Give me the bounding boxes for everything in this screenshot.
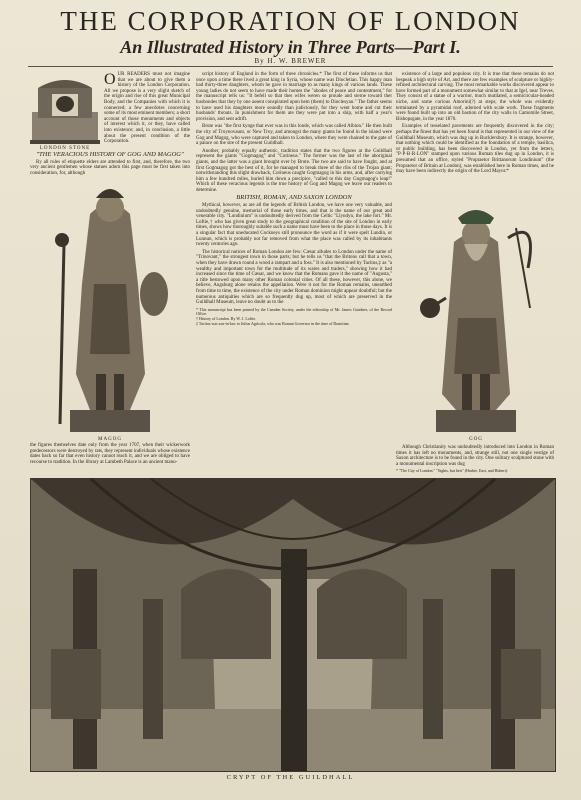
section-heading-gog-magog: "THE VERACIOUS HISTORY OF GOG AND MAGOG" (36, 151, 184, 158)
footnote-3: ‡ Tacitus was son-in-law to Julius Agricola, who was Roman Governor in the time of Domitian. (196, 320, 350, 326)
col1-section (30, 150, 190, 176)
intro-text (104, 72, 190, 147)
magog-engraving (30, 174, 190, 436)
col1-bottom-text (30, 443, 190, 473)
col3-bottom-text (396, 445, 554, 475)
section-heading-british-roman-saxon: BRITISH, ROMAN, AND SAXON LONDON (236, 194, 352, 202)
col2-paragraph-3: Another, probably equally authentic, tradition states that the two figures at the Guildhall represent the giants "Gogmagog" and "Corineus." The former was the last of the aboriginal giants, and the latter was a giant brought over by Brute. The two are said to have fought, and at first Gogmagog got the best of it, for he managed to break three of the ribs of the Trojan giant; notwithstanding this slight drawback, Corineus caught Gogmagog in his arms, and, after carrying him a few hundred miles, hurled him down a precipice, "called to this day Gogmagog's leap!" Which of these veracious legends is the true history of Gog and Magog we leave our readers to determine. (196, 148, 392, 193)
caption-crypt: CRYPT OF THE GUILDHALL (226, 774, 355, 781)
byline: By H. W. BREWER (254, 57, 327, 65)
caption-gog: GOG (469, 437, 483, 442)
crypt-engraving (30, 478, 556, 772)
caption-magog: MAGOG (98, 437, 122, 442)
col3-paragraph-1: existence of a large and populous city. It is true that these remains do not bespeak a high style of Art, and there are few examples of sculpture or highly-refined architectural carving. The most remarkable works discovered appear to have formed part of a monument somewhat similar to that at Igel, near Treves. They consist of a statue of a warrior, much mutilated, a semicircular-headed niche, and some curious Amorini(?) at steps; the whole was evidently terminated by a pyramidal roof, adorned with scale work. These fragments were found built up into an old bastion of the city walls in Camomile Street, Bishopsgate, in the year 1876. (396, 72, 554, 122)
col3-footnote: * "The City of London." "Sights, but heir" (Hadrie, East, and Hubert). (396, 468, 509, 474)
london-stone-engraving (30, 72, 100, 144)
col1-paragraph: By all rules of etiquette elders are attended to first, and, therefore, the two very ancient gentlemen whose statues adorn this page must be first taken into consideration, for, although (30, 159, 190, 176)
col2-paragraph-1: script history of England in the form of three chronicles.* The first of these informs us that once upon a time there lived a great king in Syria, whose name was Diocletian. This happy man had thirty-three daughters, whom he gave in marriage to as many kings of various lands. These young ladies do not seem to have made their homes the "abodes of peace and contentment," for the manuscript tells us: "It befell so that thes wifes weren so proude and sterne toward ther husbondes that they by one assent conspirated upon hem (them) to Dioclesyan." The father seems to have used his daughters more soundly than judiciously, for they went home and cut their husbands' throats. In punishment for them ate they were put into a ship, with half a year's provision, and sent adrift. (196, 72, 392, 122)
drop-cap: O (104, 71, 116, 88)
gog-engraving (398, 198, 554, 434)
footnote-2: † History of London. By W. J. Loftie. (196, 315, 257, 321)
col2-paragraph-4: Mythical, however, as are all the legends of British London, we have one very valuable, and undoubtedly genuine, memorial of those early times, and that is the name of our great and venerable city. "Londinium" is undoubtedly derived from the Celtic "Llyndyn, the lake fort." Mr. Loftie,† who has given great study to the geographical condition of the site of London in early times, shows how thoroughly suitable such a name must have been to the place in those days. It is a singular fact that uneducated Cockneys still pronounce the word as if it were spelt Lundin, or Lunnun, which is probably not far removed from what the place was called by its inhabitants twenty centuries ago. (196, 203, 392, 248)
col2-text (196, 72, 392, 504)
header-rule (28, 66, 553, 67)
page-title: THE CORPORATION OF LONDON (60, 6, 521, 36)
col3-bottom-paragraph: Although Christianity was undoubtedly introduced into London in Roman times it has left no monuments, and, strange still, not one single vestige of Saxon architecture is to be found in the city. One solitary sculptured stone with a monumental inscription was dug (396, 445, 554, 467)
col3-text (396, 72, 554, 196)
intro-paragraph: UR READERS must not imagine that we are about to give them a history of the London Corporation. All we propose is a very slight sketch of the origin and rise of this great Municipal Body, and the Companies with which it is connected; a few anecdotes concerning some of its most eminent members; a short account of those monuments and objects of interest which it, or they, have called into existence; and, in conclusion, a little about the present condition of the Corporation. (104, 72, 190, 145)
page-subtitle: An Illustrated History in Three Parts—Part I. (120, 37, 461, 57)
col1-bottom-paragraph: the figures themselves date only from the year 1707, when their wickerwork predecessors were destroyed by rats, they represent individuals whose existence dates back so far that even history cannot reach it, and we are obliged to have recourse to tradition. In the library at Lambeth Palace is an ancient manu- (30, 443, 190, 465)
col2-paragraph-5: The historical notices of Roman London are few: Cæsar alludes to London under the name of "Trinovant," the strongest town in those parts; but he tells us "that the Britons call that a town, when they have drawn round a wood a rampart and a foss." It is also mentioned by Tacitus,‡ as "a wealthy and important town for the multitude of its wares and traders," showing how it had increased since the time of Cæsar, and we know that the Romans gave it the name of "Augusta," a title bestowed upon many other Roman colonial cities. Of all these, however, this alone, we believe, Augsburg alone retains the appellation. Were it not for the Roman remains, unearthed from time to time, the existence of the city under Roman dominion might appear doubtful; but the numerous antiquities which are so frequently dug up, most of which are preserved in the Guildhall Museum, leave no doubt as to the (196, 249, 392, 306)
caption-london-stone: LONDON STONE (39, 146, 91, 151)
col3-paragraph-2: Examples of tesselated pavements are frequently discovered in the city; perhaps the finest that has yet been found is that represented in our view of the Guildhall Museum, which was dug up in Bucklersbury. It is strange, however, that nothing which could be identified as the foundation of a temple, basilica, or public building, has been discovered in London, yet from the letters, "P·P·B·R·LON" stamped upon various Roman tiles dug up in London, it is presumed that an office, styled "Propraetor Brittanorum Londinium" (the Propraetor of Britain at London), was established here in Roman times, and he may have been indirectly the origin of the Lord Mayor.* (396, 124, 554, 175)
footnote-1: * This manuscript has been printed by the Camden Society, under the editorship of Mr. James Gairdner, of the Record Office. (196, 306, 392, 317)
col2-paragraph-2: Brute was "the first kynge that ever was in this londe, which was called Albion." He then built the city of Troynovaunt, or New Troy, and amongst the many giants he found in the island were Gog and Magog, who were captured and taken to London, where they were chained to the gate of a palace on the site of the present Guildhall. (196, 124, 392, 147)
